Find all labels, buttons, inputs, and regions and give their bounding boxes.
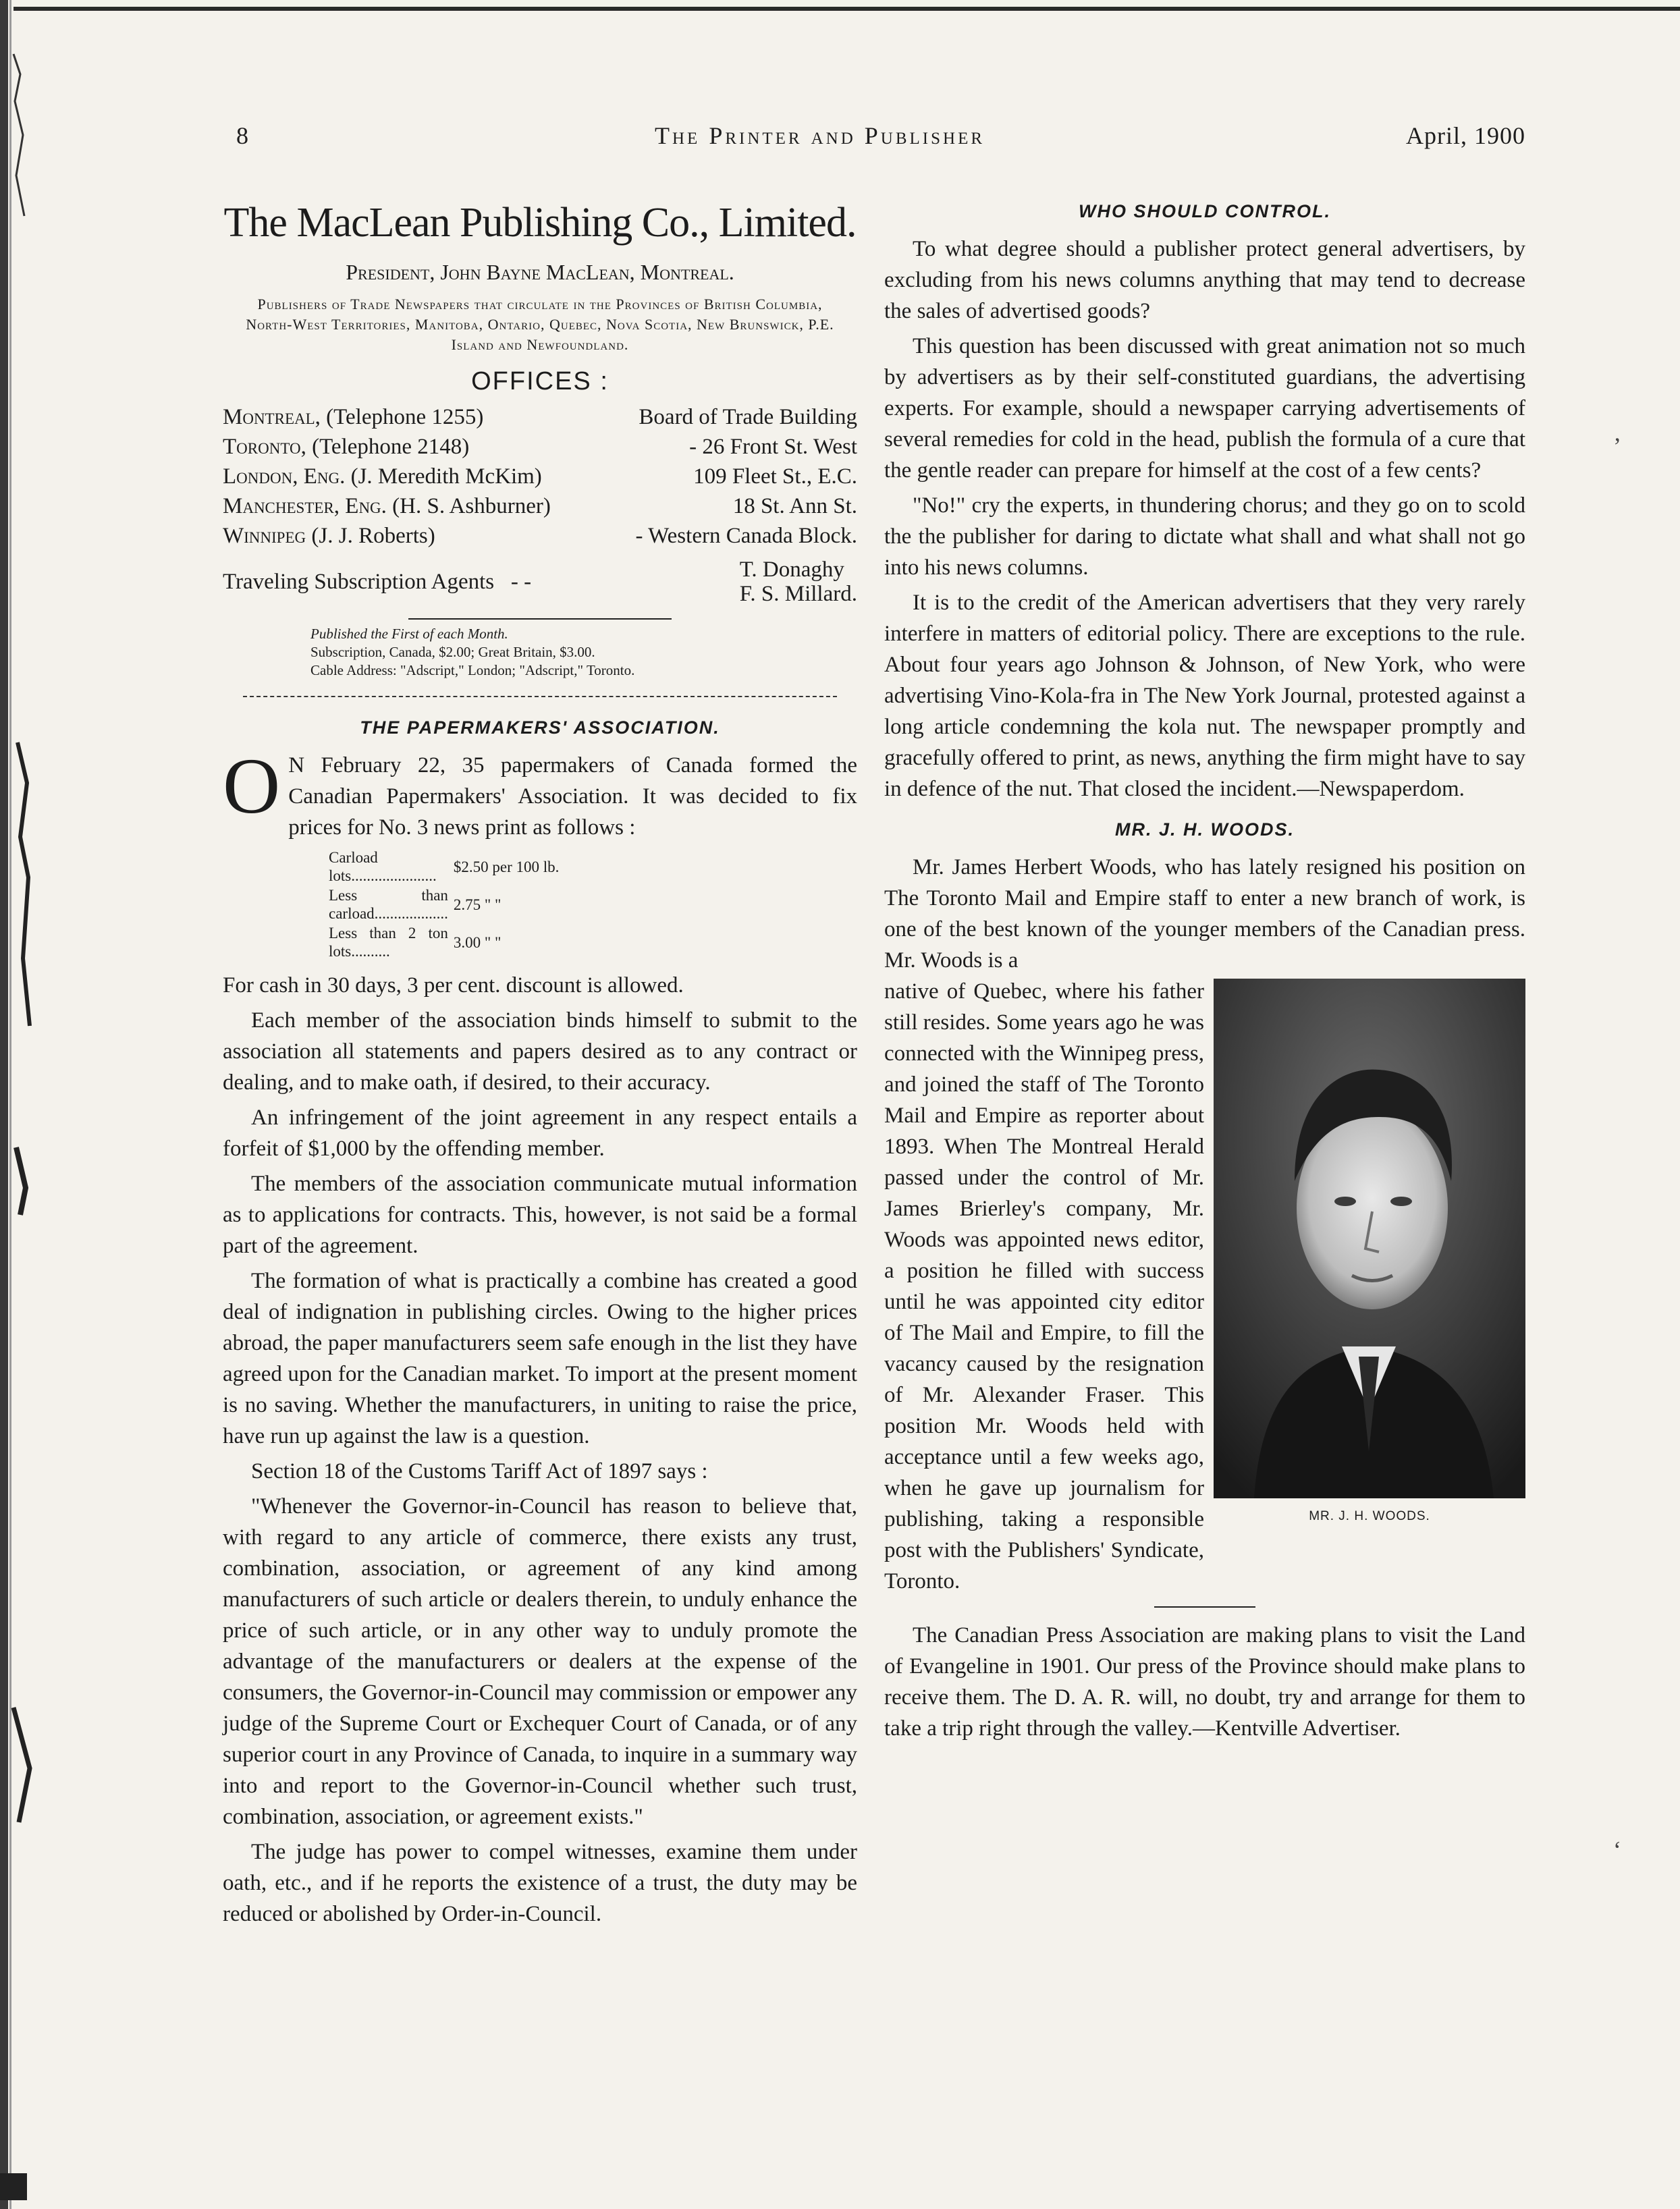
table-row: [329, 848, 563, 885]
office-city: Manchester, Eng.: [223, 494, 387, 518]
office-address: Board of Trade Building: [639, 405, 857, 429]
paragraph: The Canadian Press Association are making plans to visit the Land of Evangeline in 1901. Our press of the Province should make plans to receive them. The D. A. R. will, no doubt, try and arrange for them to take a trip right through the valley.—Kentville Advertiser.: [884, 1623, 1525, 1741]
page-number: 8: [236, 122, 249, 149]
paragraph: native of Quebec, where his father still resides. Some years ago he was connected with the Winnipeg press, and joined the staff of The Toronto Mail and Empire as reporter about 1893. When The Montreal Herald passed under the control of Mr. James Brierley's company, Mr. Woods was appointed news editor, a position he filled with success until he was appointed city editor of The Mail and Empire, to fill the vacancy caused by the resignation of Mr. Alexander Fraser. This position Mr. Woods held with acceptance until a few weeks ago, when he gave up journalism for publishing, taking a responsible post with the Publishers' Syndicate, Toronto.: [884, 979, 1204, 1593]
price-value: $2.50 per 100 lb.: [453, 858, 560, 875]
offices-heading: OFFICES :: [471, 367, 609, 396]
publication-info: [310, 625, 857, 680]
office-row: [223, 402, 857, 432]
table-row: [329, 924, 563, 960]
divider: [408, 618, 672, 620]
president-line: President, John Bayne MacLean, Montreal.: [346, 260, 734, 284]
subscription-line: Subscription, Canada, $2.00; Great Britain, $3.00.: [310, 644, 595, 660]
office-row: [223, 521, 857, 551]
right-column: [884, 196, 1525, 1748]
office-city: Winnipeg: [223, 524, 306, 548]
agents-dashes: - -: [510, 570, 532, 594]
portrait-figure: [1214, 979, 1525, 1532]
paragraph: [223, 742, 857, 843]
photo-caption: MR. J. H. WOODS.: [1309, 1509, 1430, 1523]
quoted-paragraph: "Whenever the Governor-in-Council has reason to believe that, with regard to any article of commerce, there exists any trust, combination, association, or agreement of any kind among manufacturers of such article or dealers therein, to unduly enhance the price of such article, or in any other way to unduly promote the advantage of the manufacturers or dealers at the expense of the consumers, the Governor-in-Council may commission or empower any judge of the Supreme Court or Exchequer Court of Canada, or of any superior court in any Province of Canada, to inquire in a summary way into and report to the Governor-in-Council whether such trust, combination, association, or agreement exists.": [223, 1494, 857, 1829]
table-row: [329, 886, 563, 923]
paragraph: It is to the credit of the American advertisers that they very rarely interfere in matters of editorial policy. There are exceptions to the rule. About four years ago Johnson & Johnson, of New York, who were advertising Vino-Kola-fra in The New York Journal, protested against a long article condemning the kola nut. The newspaper promptly and gracefully offered to print, as news, anything the firm might have to say in defence of the nut. That closed the incident.—Newspaperdom.: [884, 591, 1525, 801]
cable-line: Cable Address: "Adscript," London; "Adscript," Toronto.: [310, 662, 635, 678]
paragraph: This question has been discussed with great animation not so much by advertisers as by their self-constituted guardians, the advertising experts. For example, should a newspaper carrying advertisements of several remedies for cold in the head, publish the formula of a cure that the gentle reader can prepare for himself at the cost of a few cents?: [884, 334, 1525, 483]
paragraph: An infringement of the joint agreement in any respect entails a forfeit of $1,000 by the offending member.: [223, 1106, 857, 1161]
company-name: The MacLean Publishing Co., Limited.: [223, 200, 857, 246]
office-address: - Western Canada Block.: [635, 524, 857, 548]
top-scan-rule: [13, 7, 1680, 11]
price-value: 3.00 " ": [453, 933, 502, 951]
paragraph: The judge has power to compel witnesses, examine them under oath, etc., and if he reports the existence of a trust, the duty may be reduced or abolished by Order-in-Council.: [223, 1840, 857, 1926]
subscription-agents: [223, 557, 857, 606]
agent-name: F. S. Millard.: [739, 582, 857, 606]
office-detail: (Telephone 1255): [326, 405, 484, 429]
office-row: [223, 491, 857, 521]
price-label: Less than carload...................: [329, 887, 448, 922]
left-column: [223, 196, 857, 1934]
office-city: Toronto,: [223, 435, 306, 459]
publishers-note: Publishers of Trade Newspapers that circulate in the Provinces of British Columbia, North-West Territories, Manitoba, Ontario, Quebec, Nova Scotia, New Brunswick, P.E. Island and Newfoundland.: [246, 296, 834, 353]
office-row: [223, 432, 857, 462]
office-city: Montreal,: [223, 405, 321, 429]
margin-mark: ‘: [1613, 1836, 1621, 1863]
paragraph: Mr. James Herbert Woods, who has lately resigned his position on The Toronto Mail and Empire staff to enter a new branch of work, is one of the best known of the younger members of the Canadian press. Mr. Woods is a: [884, 855, 1525, 973]
issue-date: April, 1900: [1406, 122, 1525, 149]
office-detail: (J. Meredith McKim): [350, 464, 542, 489]
drop-cap: O: [223, 742, 281, 830]
agents-label: Traveling Subscription Agents: [223, 570, 495, 594]
divider: [243, 696, 837, 697]
article-title: THE PAPERMAKERS' ASSOCIATION.: [360, 717, 720, 738]
office-city: London, Eng.: [223, 464, 346, 489]
office-address: 18 St. Ann St.: [732, 494, 857, 518]
office-address: 109 Fleet St., E.C.: [693, 464, 857, 489]
price-label: Carload lots......................: [329, 849, 437, 884]
paragraph: Section 18 of the Customs Tariff Act of 1897 says :: [251, 1459, 708, 1483]
article-title: WHO SHOULD CONTROL.: [1079, 201, 1331, 221]
page-header: [223, 121, 1525, 169]
price-table: [327, 847, 564, 962]
office-detail: (H. S. Ashburner): [392, 494, 551, 518]
office-row: [223, 462, 857, 491]
margin-mark: ’: [1613, 433, 1621, 460]
office-detail: (J. J. Roberts): [311, 524, 435, 548]
office-address: - 26 Front St. West: [689, 435, 857, 459]
agent-name: T. Donaghy: [739, 557, 844, 582]
scan-edge-artifact: [0, 0, 39, 2209]
paragraph: Each member of the association binds himself to submit to the association all statements and papers desired as to any contract or dealing, and to make oath, if desired, to their accuracy.: [223, 1008, 857, 1095]
portrait-photo: [1214, 979, 1525, 1498]
paragraph: To what degree should a publisher protect general advertisers, by excluding from his news columns anything that may tend to decrease the sales of advertised goods?: [884, 237, 1525, 323]
divider: [1154, 1606, 1255, 1608]
published-line: Published the First of each Month.: [310, 626, 508, 642]
office-detail: (Telephone 2148): [312, 435, 470, 459]
article-title: MR. J. H. WOODS.: [1114, 819, 1295, 840]
paragraph: The members of the association communicate mutual information as to applications for contracts. This, however, is not said be a formal part of the agreement.: [223, 1172, 857, 1258]
paragraph: The formation of what is practically a combine has created a good deal of indignation in publishing circles. Owing to the higher prices abroad, the paper manufacturers seem safe enough in the list they have agreed upon for the Canadian market. To import at the present moment is no saving. Whether the manufacturers, in uniting to raise the price, have run up against the law is a question.: [223, 1269, 857, 1448]
paragraph-text: N February 22, 35 papermakers of Canada formed the Canadian Papermakers' Association. It was decided to fix prices for No. 3 news print as follows :: [288, 753, 857, 840]
paragraph: For cash in 30 days, 3 per cent. discount is allowed.: [223, 973, 684, 998]
price-label: Less than 2 ton lots..........: [329, 925, 448, 960]
publication-title: The Printer and Publisher: [655, 122, 985, 149]
price-value: 2.75 " ": [453, 896, 502, 913]
paragraph: "No!" cry the experts, in thundering chorus; and they go on to scold the the publisher for daring to dictate what shall and what shall not go into his news columns.: [884, 493, 1525, 580]
